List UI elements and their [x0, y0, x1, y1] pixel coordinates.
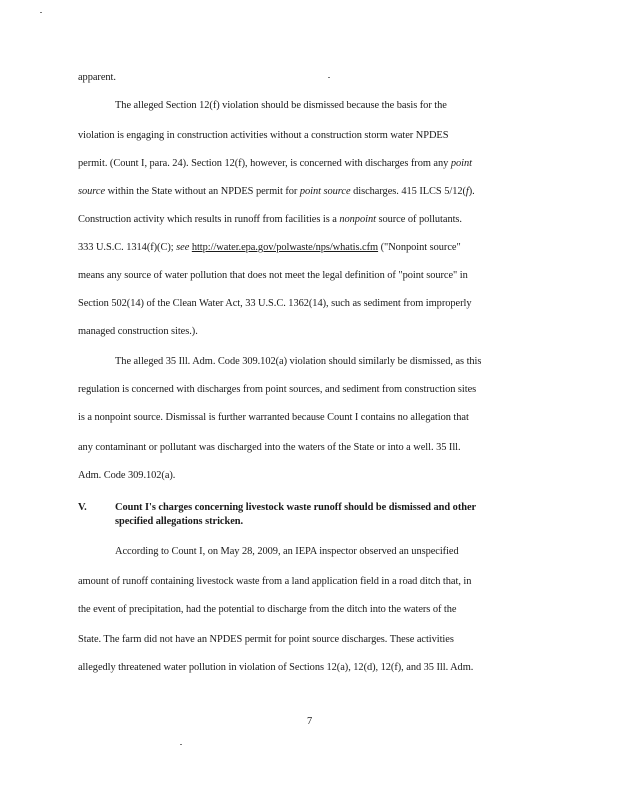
text-run: ("Nonpoint source"	[378, 242, 461, 253]
text-run: 333 U.S.C. 1314(f)(C);	[78, 242, 177, 253]
text-line: amount of runoff containing livestock waste from a land application field in a road ditch that, in	[78, 576, 472, 587]
text-line: managed construction sites.).	[78, 326, 198, 337]
text-run: source of pollutants.	[375, 214, 462, 225]
section-number: V.	[78, 502, 87, 513]
italic-term: nonpoint	[339, 214, 376, 225]
scan-speck	[180, 744, 182, 745]
text-run: Construction activity which results in runoff from facilities is a	[78, 214, 340, 225]
section-heading: Count I's charges concerning livestock waste runoff should be dismissed and other	[115, 502, 477, 513]
text-line: allegedly threatened water pollution in violation of Sections 12(a), 12(d), 12(f), and 35 Ill. Adm.	[78, 662, 474, 673]
text-line	[78, 214, 462, 225]
text-line: Section 502(14) of the Clean Water Act, 33 U.S.C. 1362(14), such as sediment from improperly	[78, 298, 472, 309]
text-run: permit. (Count I, para. 24). Section 12(f), however, is concerned with discharges from any	[78, 158, 449, 169]
text-line: regulation is concerned with discharges from point sources, and sediment from construction sites	[78, 384, 477, 395]
italic-term: see	[176, 242, 190, 253]
text-line: violation is engaging in construction activities without a construction storm water NPDES	[78, 130, 449, 141]
text-line: Adm. Code 309.102(a).	[78, 470, 176, 481]
text-line: According to Count I, on May 28, 2009, an IEPA inspector observed an unspecified	[115, 546, 459, 557]
text-line	[78, 242, 461, 253]
section-heading: specified allegations stricken.	[115, 516, 244, 527]
text-line: The alleged 35 Ill. Adm. Code 309.102(a) violation should similarly be dismissed, as this	[115, 356, 482, 367]
italic-term: point	[450, 158, 472, 169]
text-line: apparent.	[78, 72, 116, 83]
text-line: the event of precipitation, had the potential to discharge from the ditch into the waters of the	[78, 604, 457, 615]
page-number: 7	[307, 716, 313, 727]
text-run: discharges. 415 ILCS 5/12(	[350, 186, 466, 197]
italic-term: source	[78, 186, 106, 197]
scan-speck	[328, 77, 330, 78]
italic-term: point source	[299, 186, 351, 197]
text-line: any contaminant or pollutant was discharged into the waters of the State or into a well. 35 Ill.	[78, 442, 461, 453]
text-line: is a nonpoint source. Dismissal is further warranted because Count I contains no allegation that	[78, 412, 469, 423]
text-line: means any source of water pollution that does not meet the legal definition of "point source" in	[78, 270, 468, 281]
text-line	[78, 186, 475, 197]
text-line: The alleged Section 12(f) violation should be dismissed because the basis for the	[115, 100, 447, 111]
text-run: ).	[468, 186, 475, 197]
italic-term: f	[465, 186, 469, 197]
text-line: State. The farm did not have an NPDES permit for point source discharges. These activities	[78, 634, 454, 645]
text-run: within the State without an NPDES permit for	[105, 186, 300, 197]
text-line	[78, 158, 472, 169]
scan-speck	[40, 12, 42, 13]
source-link[interactable]: http://water.epa.gov/polwaste/nps/whatis.cfm	[191, 242, 379, 253]
